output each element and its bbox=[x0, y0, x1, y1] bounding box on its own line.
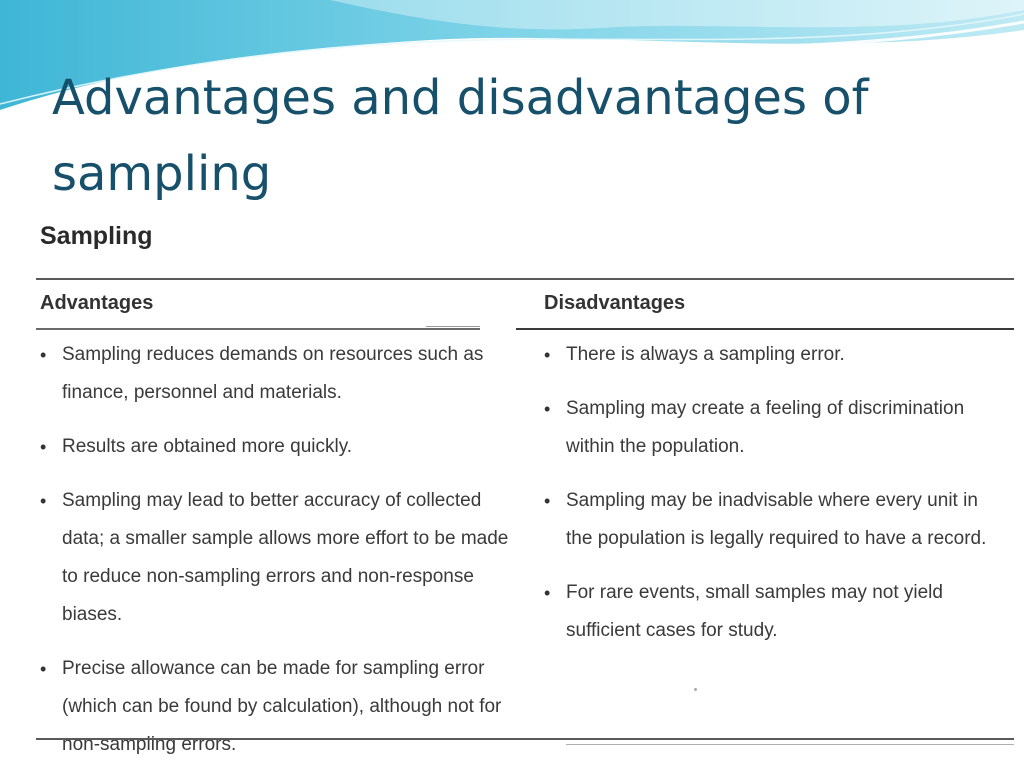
advantages-list bbox=[40, 336, 520, 768]
disadvantages-header: Disadvantages bbox=[544, 292, 686, 314]
advantages-header-rule bbox=[36, 328, 480, 330]
sampling-table bbox=[36, 214, 1016, 754]
advantages-header: Advantages bbox=[40, 292, 154, 314]
list-item: • Sampling reduces demands on resources such as finance, personnel and materials. bbox=[40, 336, 520, 412]
list-item: • For rare events, small samples may not yield sufficient cases for study. bbox=[544, 574, 1004, 650]
list-item: • Sampling may create a feeling of discrimination within the population. bbox=[544, 390, 1004, 466]
table-bottom-rule-secondary bbox=[566, 744, 1014, 745]
stray-dot bbox=[694, 688, 697, 691]
list-item: • Sampling may be inadvisable where every unit in the population is legally required to have a record. bbox=[544, 482, 1004, 558]
table-heading: Sampling bbox=[40, 222, 153, 250]
slide-title: Advantages and disadvantages of sampling bbox=[52, 70, 869, 202]
list-item: • Sampling may lead to better accuracy of collected data; a smaller sample allows more effort to be made to reduce non-sampling errors and non-response biases. bbox=[40, 482, 520, 634]
advantages-header-rule-accent bbox=[426, 326, 480, 327]
list-item: • There is always a sampling error. bbox=[544, 336, 1004, 374]
list-item: • Precise allowance can be made for sampling error (which can be found by calculation), although not for non-sampling errors. bbox=[40, 650, 520, 764]
disadvantages-header-rule bbox=[516, 328, 1014, 330]
disadvantages-list bbox=[544, 336, 1004, 666]
table-bottom-rule bbox=[36, 738, 1014, 740]
table-top-rule bbox=[36, 278, 1014, 280]
list-item: • Results are obtained more quickly. bbox=[40, 428, 520, 466]
